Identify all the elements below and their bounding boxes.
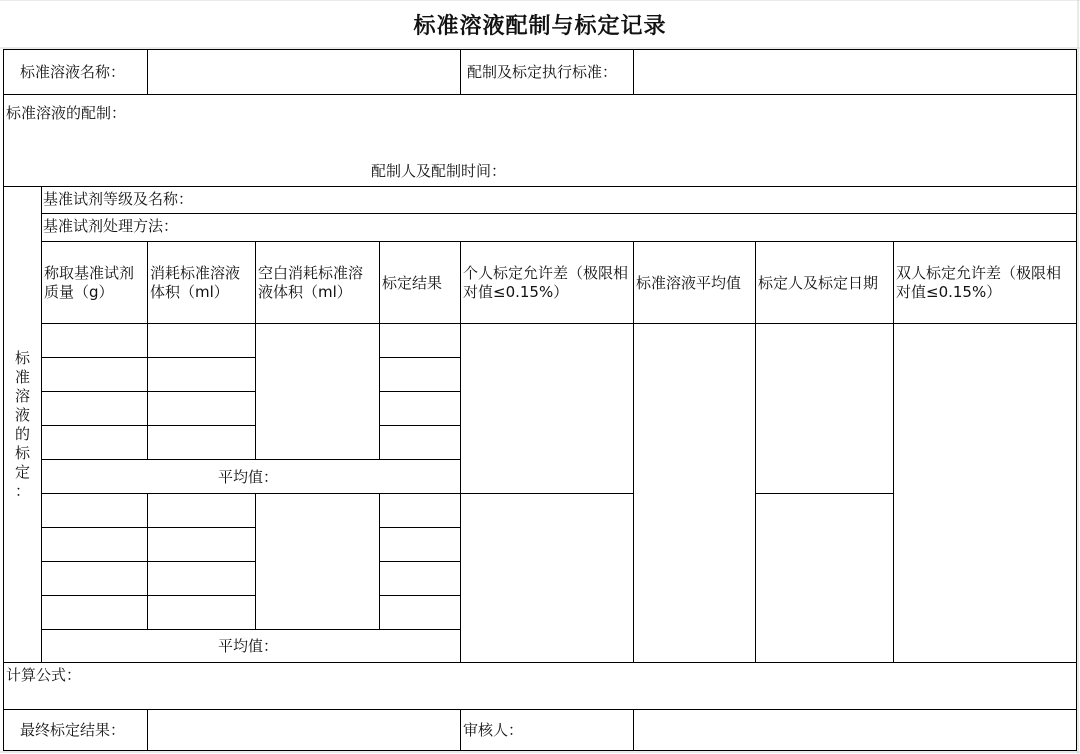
formula-cell[interactable] xyxy=(3,662,1077,710)
g2-mass-row2[interactable] xyxy=(41,527,148,562)
reagent-treatment-cell[interactable] xyxy=(41,213,1077,242)
g1-mass-row1[interactable] xyxy=(41,323,148,358)
reagent-treatment-label: 基准试剂处理方法： xyxy=(43,217,179,235)
g2-average-cell[interactable] xyxy=(41,629,461,663)
preparer-time-label: 配制人及配制时间： xyxy=(371,162,507,180)
g1-mass-row3[interactable] xyxy=(41,391,148,426)
g1-result-row2[interactable] xyxy=(379,357,461,392)
g1-volume-row4[interactable] xyxy=(147,425,256,460)
g1-blank-volume[interactable] xyxy=(255,323,380,460)
reagent-grade-cell[interactable] xyxy=(41,186,1077,214)
header-dual-tolerance: 双人标定允许差（极限相对值≤0.15%） xyxy=(893,241,1077,324)
final-result-value-cell[interactable] xyxy=(147,709,461,751)
solution-name-value-cell[interactable] xyxy=(147,49,461,95)
calibrator-date-1[interactable] xyxy=(755,323,894,494)
standard-label: 配制及标定执行标准： xyxy=(467,63,618,81)
final-result-label-cell xyxy=(3,709,148,751)
g1-result-row1[interactable] xyxy=(379,323,461,358)
g2-mass-row3[interactable] xyxy=(41,561,148,596)
g2-result-row4[interactable] xyxy=(379,595,461,630)
g2-mass-row4[interactable] xyxy=(41,595,148,630)
g2-volume-row4[interactable] xyxy=(147,595,256,630)
calibration-label-char: ： xyxy=(14,481,30,500)
header-solution-average: 标准溶液平均值 xyxy=(633,241,756,324)
header-blank-volume: 空白消耗标准溶液体积（ml） xyxy=(255,241,380,324)
header-individual-tolerance: 个人标定允许差（极限相对值≤0.15%） xyxy=(460,241,634,324)
reviewer-label: 审核人： xyxy=(463,721,524,739)
standard-value-cell[interactable] xyxy=(633,49,1077,95)
calibration-label-char: 液 xyxy=(14,405,30,424)
g2-volume-row3[interactable] xyxy=(147,561,256,596)
final-result-label: 最终标定结果： xyxy=(20,721,126,739)
header-reagent-mass: 称取基准试剂质量（g） xyxy=(41,241,148,324)
reviewer-value-cell[interactable] xyxy=(633,709,1077,751)
header-consumed-volume: 消耗标准溶液体积（ml） xyxy=(147,241,256,324)
calibration-label-char: 的 xyxy=(14,424,30,443)
preparation-cell[interactable] xyxy=(3,94,1077,187)
g1-average-cell[interactable] xyxy=(41,459,461,494)
g2-average-label: 平均值： xyxy=(218,637,279,655)
g2-volume-row2[interactable] xyxy=(147,527,256,562)
calibration-label-char: 定 xyxy=(14,462,30,481)
solution-name-label-cell xyxy=(3,49,148,95)
reviewer-label-cell xyxy=(460,709,634,751)
g1-individual-tolerance[interactable] xyxy=(460,323,634,494)
calibration-label-char: 标 xyxy=(14,348,30,367)
g1-result-row3[interactable] xyxy=(379,391,461,426)
g1-volume-row3[interactable] xyxy=(147,391,256,426)
g2-individual-tolerance[interactable] xyxy=(460,493,634,663)
sheet-title: 标准溶液配制与标定记录 xyxy=(413,13,667,39)
calibration-label-char: 准 xyxy=(14,367,30,386)
g1-volume-row2[interactable] xyxy=(147,357,256,392)
header-calibration-result: 标定结果 xyxy=(379,241,461,324)
g2-volume-row1[interactable] xyxy=(147,493,256,528)
g1-average-label: 平均值： xyxy=(218,468,279,486)
solution-name-label: 标准溶液名称： xyxy=(20,63,126,81)
g2-result-row2[interactable] xyxy=(379,527,461,562)
solution-average-value[interactable] xyxy=(633,323,756,663)
preparation-label: 标准溶液的配制： xyxy=(6,104,127,122)
calibrator-date-2[interactable] xyxy=(755,493,894,663)
g1-volume-row1[interactable] xyxy=(147,323,256,358)
g2-blank-volume[interactable] xyxy=(255,493,380,630)
standard-label-cell xyxy=(460,49,634,95)
dual-tolerance-value[interactable] xyxy=(893,323,1077,663)
g2-mass-row1[interactable] xyxy=(41,493,148,528)
formula-label: 计算公式： xyxy=(6,666,82,684)
calibration-label-char: 溶 xyxy=(14,386,30,405)
calibration-label-char: 标 xyxy=(14,443,30,462)
calibration-section-label xyxy=(3,186,42,663)
g1-result-row4[interactable] xyxy=(379,425,461,460)
g2-result-row1[interactable] xyxy=(379,493,461,528)
g1-mass-row4[interactable] xyxy=(41,425,148,460)
g2-result-row3[interactable] xyxy=(379,561,461,596)
g1-mass-row2[interactable] xyxy=(41,357,148,392)
reagent-grade-label: 基准试剂等级及名称： xyxy=(43,190,194,208)
header-calibrator-date: 标定人及标定日期 xyxy=(755,241,894,324)
